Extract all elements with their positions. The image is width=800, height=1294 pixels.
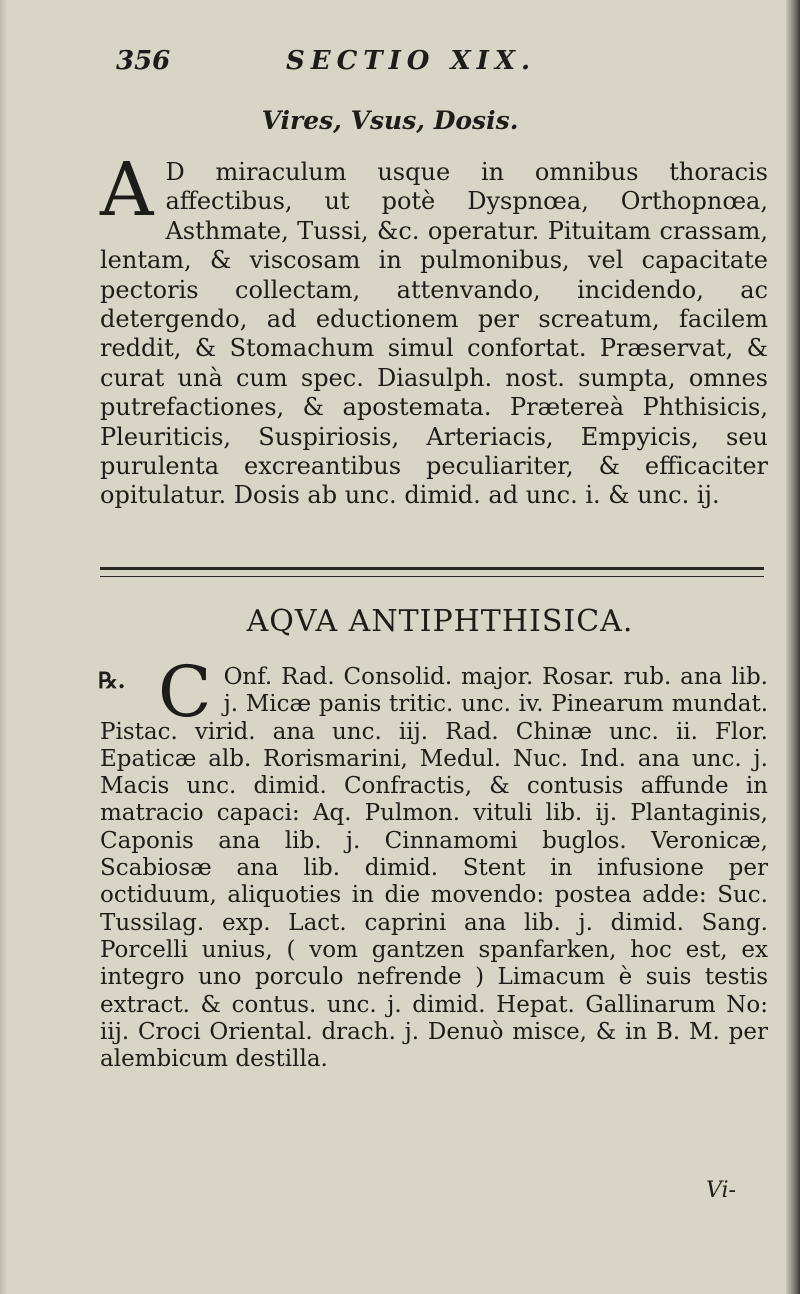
- paragraph-text: D miraculum usque in omnibus thoracis affectibus, ut potè Dyspnœa, Orthopnœa, Asthmate, Tussi, &c. operatur. Pituitam crassam, lentam, & viscosam in pulmonibus, vel capacitate pectoris collectam, attenvando, incidendo, ac detergendo, ad eductionem per screatum, facilem reddit, & Stomachum simul confortat. Præservat, & curat unà cum spec. Diasulph. nost. sumpta, omnes putrefactiones, & apostemata. Prætereà Phthisicis, Pleuriticis, Suspiriosis, Arteriacis, Empyicis, seu purulenta excreantibus peculiariter, & efficaciter opitulatur. Dosis ab unc. dimid. ad unc. i. & unc. ij.: [100, 158, 768, 510]
- page-edge-shadow: [786, 0, 800, 1294]
- recipe-text: Onf. Rad. Consolid. major. Rosar. rub. ana lib. j. Micæ panis tritic. unc. iv. Pinearum mundat. Pistac. virid. ana unc. iij. Rad. Chinæ unc. ii. Flor. Epaticæ alb. Rorismarini, Medul. Nuc. Ind. ana unc. j. Macis unc. dimid. Confractis, & contusis affunde in matracio capaci: Aq. Pulmon. vituli lib. ij. Plantaginis, Caponis ana lib. j. Cinnamomi buglos. Veronicæ, Scabiosæ ana lib. dimid. Stent in infusione per octiduum, aliquoties in die movendo: postea adde: Suc. Tussilag. exp. Lact. caprini ana lib. j. dimid. Sang. Porcelli unius, ( vom gantzen spanfarken, hoc est, ex integro uno porculo nefrende ) Limacum è suis testis extract. & contus. unc. j. dimid. Hepat. Gallinarum No: iij. Croci Oriental. drach. j. Denuò misce, & in B. M. per alembicum destilla.: [100, 664, 768, 1073]
- subheading: Vires, Vsus, Dosis.: [261, 106, 519, 135]
- page-gutter-shadow: [0, 0, 8, 1294]
- recipe-drop-cap: C: [158, 651, 212, 733]
- catchword: Vi-: [706, 1178, 736, 1203]
- section-title: AQVA ANTIPHTHISICA.: [246, 604, 634, 639]
- drop-cap-initial: A: [100, 147, 154, 233]
- page-header: [116, 46, 756, 86]
- page-number: 356: [116, 46, 171, 76]
- recipe-symbol: ℞.: [98, 668, 126, 694]
- recipe-paragraph: [98, 651, 768, 1073]
- running-title: SECTIO XIX.: [286, 46, 537, 76]
- section-divider-rule: [100, 567, 764, 577]
- paragraph-vires-usus-dosis: [100, 147, 768, 511]
